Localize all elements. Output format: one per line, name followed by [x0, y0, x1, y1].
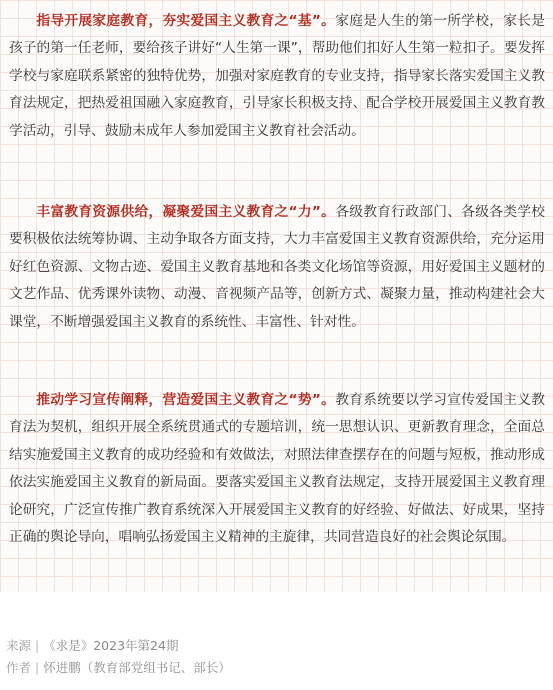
author-value: 怀进鹏（教育部党组书记、部长）	[43, 660, 231, 675]
paragraph-body: 各级教育行政部门、各级各类学校要积极依法统筹协调、主动争取各方面支持，大力丰富爱国主义教育资源供给，充分运用好红色资源、文物古迹、爱国主义教育基地和各类文化场馆等资源，用好爱国主义题材的文艺作品、优秀课外读物、动漫、音视频产品等，创新方式、凝聚力量，推动构建社会大课堂，不断增强爱国主义教育的系统性、丰富性、针对性。	[9, 204, 545, 330]
source-separator: |	[35, 638, 40, 653]
paragraph-family-education	[9, 8, 545, 145]
paragraph-heading: 指导开展家庭教育，夯实爱国主义教育之“基”。	[36, 13, 336, 29]
source-label: 来源	[6, 638, 32, 653]
source-value: 《求是》2023年第24期	[43, 638, 179, 653]
paragraph-heading: 推动学习宣传阐释，营造爱国主义教育之“势”。	[36, 392, 336, 408]
source-line	[6, 637, 178, 655]
author-line	[6, 659, 231, 677]
paragraph-heading: 丰富教育资源供给，凝聚爱国主义教育之“力”。	[36, 204, 336, 220]
paragraph-publicity	[9, 387, 545, 551]
author-label: 作者	[6, 660, 32, 675]
paragraph-resource-supply	[9, 199, 545, 336]
paragraph-body: 家庭是人生的第一所学校，家长是孩子的第一任老师，要给孩子讲好“人生第一课”，帮助他们扣好人生第一粒扣子。要发挥学校与家庭联系紧密的独特优势，加强对家庭教育的专业支持，指导家长落实爱国主义教育法规定，把热爱祖国融入家庭教育，引导家长积极支持、配合学校开展爱国主义教育教学活动，引导、鼓励未成年人参加爱国主义教育社会活动。	[9, 13, 545, 139]
author-separator: |	[35, 660, 40, 675]
paragraph-body: 教育系统要以学习宣传爱国主义教育法为契机，组织开展全系统贯通式的专题培训，统一思想认识、更新教育理念，全面总结实施爱国主义教育的成功经验和有效做法，对照法律查摆存在的问题与短板，推动形成依法实施爱国主义教育的新局面。要落实爱国主义教育法规定，支持开展爱国主义教育理论研究，广泛宣传推广教育系统深入开展爱国主义教育的好经验、好做法、好成果，坚持正确的舆论导向，唱响弘扬爱国主义精神的主旋律，共同营造良好的社会舆论氛围。	[9, 392, 545, 546]
